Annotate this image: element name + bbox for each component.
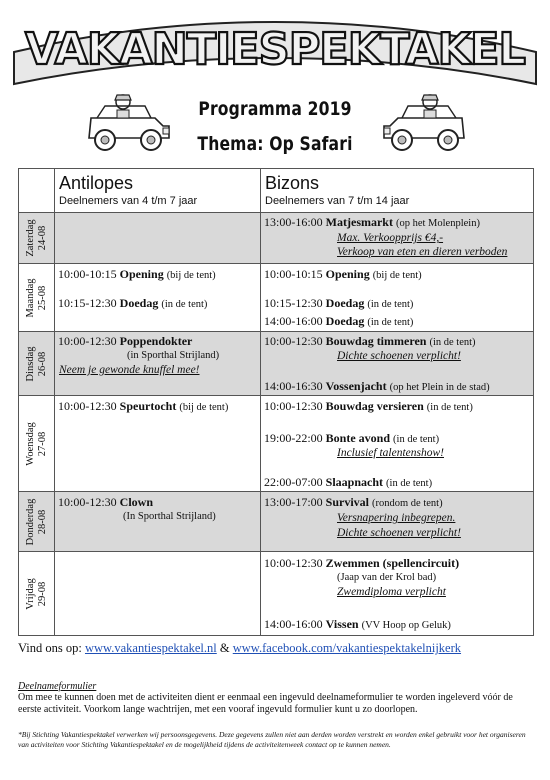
group-name: Bizons xyxy=(265,173,320,193)
event-note: Versnapering inbegrepen. xyxy=(337,512,456,524)
event-line: 13:00-17:00 Survival (rondom de tent) xyxy=(264,495,443,509)
event-name: Survival xyxy=(325,495,370,509)
day-date: 29-08 xyxy=(36,581,48,606)
table-header-row xyxy=(19,169,534,213)
day-cell xyxy=(19,492,55,552)
antilopes-cell xyxy=(55,332,261,396)
day-cell xyxy=(19,332,55,396)
event-line: 22:00-07:00 Slaapnacht (in de tent) xyxy=(264,475,433,489)
group-name: Antilopes xyxy=(59,173,134,193)
day-cell xyxy=(19,396,55,492)
group-header-bizons xyxy=(261,169,534,213)
find-us-line xyxy=(18,641,461,656)
day-name: Vrijdag xyxy=(24,577,36,610)
event-line: 10:15-12:30 Doedag (in de tent) xyxy=(58,296,208,310)
event-line: 10:15-12:30 Doedag (in de tent) xyxy=(264,296,414,310)
event-name: Clown xyxy=(119,495,154,509)
table-row xyxy=(19,213,534,264)
event-line: 14:00-16:00 Doedag (in de tent) xyxy=(264,314,414,328)
event-name: Opening xyxy=(325,267,370,281)
event-line: 10:00-10:15 Opening (bij de tent) xyxy=(58,267,216,281)
privacy-footnote: *Bij Stichting Vakantiespektakel verwerken wij persoonsgegevens. Deze gegevens zullen niet aan derden worden verstrekt en worden enkel gebruikt voor het organiseren van activiteiten voor Stichting Vakantiespektakel en de mogelijkheid tijdens de activiteitenweek contact op te kunnen nemen. xyxy=(18,730,526,749)
bizons-cell xyxy=(261,492,534,552)
event-line: 19:00-22:00 Bonte avond (in de tent) xyxy=(264,431,440,445)
group-age: Deelnemers van 4 t/m 7 jaar xyxy=(59,195,198,207)
table-row xyxy=(19,552,534,636)
antilopes-cell xyxy=(55,396,261,492)
event-name: Doedag xyxy=(325,296,365,310)
event-note: Neem je gewonde knuffel mee! xyxy=(59,364,200,376)
table-row xyxy=(19,332,534,396)
day-name: Woensdag xyxy=(24,421,36,466)
event-note: Dichte schoenen verplicht! xyxy=(337,350,461,362)
event-name: Vossenjacht xyxy=(325,379,387,393)
program-table xyxy=(18,168,534,636)
day-cell xyxy=(19,552,55,636)
event-note: Inclusief talentenshow! xyxy=(337,447,444,459)
bizons-cell xyxy=(261,552,534,636)
safari-jeep-icon xyxy=(378,88,468,158)
bizons-cell xyxy=(261,264,534,332)
event-line: 10:00-10:15 Opening (bij de tent) xyxy=(264,267,422,281)
antilopes-cell xyxy=(55,552,261,636)
event-line: 14:00-16:00 Vissen (VV Hoop op Geluk) xyxy=(264,617,451,631)
event-name: Bonte avond xyxy=(325,431,391,445)
bizons-cell xyxy=(261,213,534,264)
event-line: 10:00-12:30 Clown xyxy=(58,495,154,509)
website-link[interactable]: www.vakantiespektakel.nl xyxy=(84,641,217,655)
event-line: 10:00-12:30 Zwemmen (spellencircuit) xyxy=(264,556,460,570)
event-note: Zwemdiploma verplicht xyxy=(337,586,446,598)
antilopes-cell xyxy=(55,264,261,332)
event-line: 10:00-12:30 Speurtocht (bij de tent) xyxy=(58,399,229,413)
event-location: (In Sporthal Strijland) xyxy=(123,511,216,522)
day-date: 24-08 xyxy=(36,225,48,251)
day-name: Dinsdag xyxy=(24,346,36,381)
event-note: Dichte schoenen verplicht! xyxy=(337,527,461,539)
event-note: Verkoop van eten en dieren verboden xyxy=(337,246,508,258)
facebook-link[interactable]: www.facebook.com/vakantiespektakelnijkerk xyxy=(232,641,462,655)
safari-jeep-icon xyxy=(85,88,175,158)
day-name: Zaterdag xyxy=(24,219,36,257)
event-location: (Jaap van der Krol bad) xyxy=(337,572,437,583)
day-cell xyxy=(19,264,55,332)
event-name: Matjesmarkt xyxy=(325,215,393,229)
event-name: Bouwdag versieren xyxy=(325,399,424,413)
event-name: Slaapnacht xyxy=(325,475,384,489)
event-name: Vissen xyxy=(325,617,359,631)
event-name: Zwemmen (spellencircuit) xyxy=(325,556,460,570)
antilopes-cell xyxy=(55,492,261,552)
find-us-label: Vind ons op: xyxy=(18,641,82,655)
day-date: 28-08 xyxy=(36,509,48,534)
event-line: 10:00-12:30 Poppendokter xyxy=(58,334,193,348)
event-name: Opening xyxy=(119,267,164,281)
event-line: 10:00-12:30 Bouwdag timmeren (in de tent) xyxy=(264,334,476,348)
ampersand: & xyxy=(219,641,230,655)
logo-text: VAKANTIESPEKTAKEL xyxy=(25,24,525,75)
table-row xyxy=(19,264,534,332)
group-age: Deelnemers van 7 t/m 14 jaar xyxy=(265,195,410,207)
table-row xyxy=(19,396,534,492)
table-row xyxy=(19,492,534,552)
event-name: Poppendokter xyxy=(119,334,193,348)
event-name: Bouwdag timmeren xyxy=(325,334,427,348)
day-date: 26-08 xyxy=(36,351,48,376)
form-text: Om mee te kunnen doen met de activiteiten dient er eenmaal een ingevuld deelnameformulier te worden ingeleverd vóór de eerste activiteit. Voorkom lange wachtrijen, met een vooraf ingevuld formulier kunt u zo doorlopen. xyxy=(18,692,513,715)
event-name: Doedag xyxy=(325,314,365,328)
day-name: Donderdag xyxy=(24,498,36,545)
day-cell xyxy=(19,213,55,264)
event-line: 14:00-16:30 Vossenjacht (op het Plein in de stad) xyxy=(264,379,490,393)
page-title: Programma 2019 xyxy=(198,98,352,120)
corner-cell xyxy=(19,169,55,213)
event-note: Max. Verkoopprijs €4,- xyxy=(337,232,444,244)
event-location: (in Sporthal Strijland) xyxy=(127,350,220,361)
event-line: 13:00-16:00 Matjesmarkt (op het Molenplein) xyxy=(264,215,480,229)
logo xyxy=(0,0,550,92)
day-date: 27-08 xyxy=(36,431,48,456)
group-header-antilopes xyxy=(55,169,261,213)
bizons-cell xyxy=(261,332,534,396)
bizons-cell xyxy=(261,396,534,492)
event-name: Doedag xyxy=(119,296,159,310)
form-heading: Deelnameformulier xyxy=(18,681,97,692)
event-line: 10:00-12:30 Bouwdag versieren (in de tent) xyxy=(264,399,473,413)
day-date: 25-08 xyxy=(36,285,48,310)
day-name: Maandag xyxy=(24,277,36,318)
theme-title: Thema: Op Safari xyxy=(197,133,353,155)
event-name: Speurtocht xyxy=(119,399,177,413)
antilopes-cell xyxy=(55,213,261,264)
